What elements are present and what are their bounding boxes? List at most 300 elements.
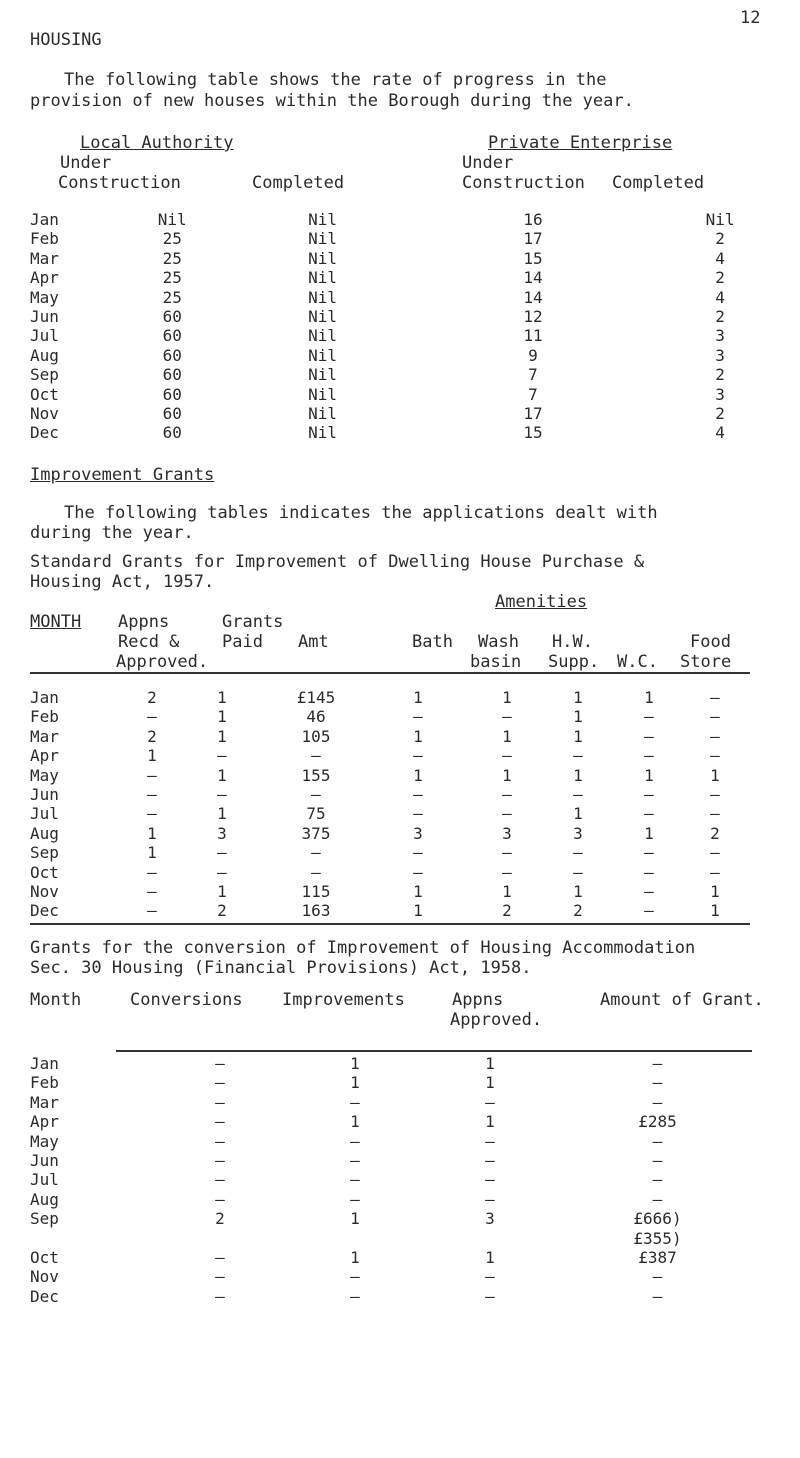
improvements-cell: – — [350, 1131, 360, 1151]
food-store-cell: 1 — [710, 882, 720, 902]
appns-approved-cell: 1 — [147, 823, 157, 843]
pe-under: Under — [462, 153, 514, 173]
month-cell: Apr — [30, 268, 59, 288]
la-under-construction-cell: 60 — [162, 365, 182, 385]
grants-paid-cell: 2 — [217, 901, 227, 921]
wc-cell: – — [644, 862, 654, 882]
month-cell: Oct — [30, 1248, 59, 1268]
pe-under-construction-cell: 14 — [523, 268, 543, 288]
new-houses-table — [30, 210, 800, 443]
conversions-cell: – — [215, 1286, 225, 1306]
grants-paid-cell: – — [217, 746, 227, 766]
pe-completed-cell: 4 — [715, 248, 725, 268]
appns-approved-cell: – — [147, 862, 157, 882]
appns-approved-cell: 1 — [485, 1112, 495, 1132]
conversions-cell: – — [215, 1170, 225, 1190]
food-store-cell: – — [710, 862, 720, 882]
appns-approved-cell: – — [485, 1151, 495, 1171]
appns-approved-cell: – — [147, 901, 157, 921]
appns-approved-cell: 1 — [485, 1248, 495, 1268]
hw-supp-cell: 1 — [573, 726, 583, 746]
appns-approved-cell: – — [485, 1267, 495, 1287]
appns-approved-cell: 1 — [485, 1054, 495, 1073]
month-cell: Mar — [30, 1092, 59, 1112]
table-row — [30, 901, 746, 920]
la-completed-cell: Nil — [308, 287, 338, 307]
table-row — [30, 346, 800, 365]
amount-of-grant-cell: – — [652, 1267, 663, 1287]
table-row — [30, 1093, 750, 1112]
la-under-construction-cell: 25 — [162, 287, 182, 307]
appns-approved-cell: 2 — [147, 726, 157, 746]
month-cell: Sep — [30, 843, 59, 863]
section-heading: HOUSING — [30, 30, 102, 50]
wc-cell: – — [644, 843, 654, 863]
food-store-cell: 2 — [710, 823, 720, 843]
conversions-cell: – — [215, 1073, 225, 1093]
la-completed-cell: Nil — [308, 248, 338, 268]
hw-supp-cell: – — [573, 843, 583, 863]
pe-completed-cell: 4 — [715, 287, 725, 307]
appns-approved-cell: – — [147, 707, 157, 727]
amount-cell: – — [311, 746, 321, 766]
improvement-intro-1: The following tables indicates the applications dealt with — [64, 503, 658, 523]
month-cell: Dec — [30, 423, 59, 443]
amenities-heading: Amenities — [495, 592, 588, 612]
col-hw-2: Supp. — [548, 652, 600, 672]
food-store-cell: – — [710, 746, 720, 766]
month-cell: Feb — [30, 1073, 59, 1093]
conversions-cell: – — [215, 1092, 225, 1112]
la-under-construction-cell: 25 — [162, 268, 182, 288]
month-cell: Jan — [30, 210, 59, 229]
pe-completed-cell: 3 — [715, 345, 725, 365]
pe-completed-cell: Nil — [705, 210, 735, 229]
la-completed-cell: Nil — [308, 307, 338, 327]
month-cell: Jul — [30, 326, 59, 346]
conv-col-conversions: Conversions — [130, 990, 243, 1010]
wc-cell: – — [644, 726, 654, 746]
table-row — [30, 268, 800, 287]
pe-completed-cell: 2 — [715, 307, 725, 327]
table-row — [30, 1229, 750, 1248]
col-food-2: Store — [680, 652, 732, 672]
col-appns-1: Appns — [118, 612, 170, 632]
wc-cell: – — [644, 746, 654, 766]
bath-cell: 1 — [413, 882, 423, 902]
month-cell: Dec — [30, 1286, 59, 1306]
table-row — [30, 326, 800, 345]
col-month: MONTH — [30, 612, 82, 632]
wash-basin-cell: – — [502, 746, 512, 766]
col-grants-1: Grants — [222, 612, 284, 632]
conv-col-month: Month — [30, 990, 82, 1010]
conv-col-appns-2: Approved. — [450, 1010, 543, 1030]
month-cell: Jul — [30, 804, 59, 824]
month-cell: Jul — [30, 1170, 59, 1190]
pe-completed-cell: 3 — [715, 326, 725, 346]
table-row — [30, 843, 746, 862]
amount-of-grant-cell: £666) — [633, 1209, 682, 1229]
bath-cell: – — [413, 843, 423, 863]
conversions-cell: – — [215, 1189, 225, 1209]
amount-cell: – — [311, 843, 321, 863]
wc-cell: – — [644, 804, 654, 824]
month-cell: Aug — [30, 345, 59, 365]
table-row — [30, 1287, 750, 1306]
wash-basin-cell: – — [502, 785, 512, 805]
bath-cell: 1 — [413, 901, 423, 921]
intro-line-1: The following table shows the rate of progress in the — [64, 70, 607, 90]
appns-approved-cell: – — [485, 1286, 495, 1306]
month-cell: Apr — [30, 746, 59, 766]
month-cell: Jun — [30, 785, 59, 805]
la-completed-cell: Nil — [308, 345, 338, 365]
pe-under-construction-cell: 7 — [528, 365, 538, 385]
month-cell: Nov — [30, 404, 59, 424]
improvement-heading: Improvement Grants — [30, 465, 215, 485]
grants-paid-cell: 1 — [217, 882, 227, 902]
pe-under-construction-cell: 15 — [523, 423, 543, 443]
appns-approved-cell: 3 — [485, 1209, 495, 1229]
table-row — [30, 365, 800, 384]
pe-under-construction-cell: 14 — [523, 287, 543, 307]
col-appns-2: Recd & — [118, 632, 180, 652]
month-cell: Sep — [30, 1209, 59, 1229]
month-cell: Feb — [30, 229, 59, 249]
pe-heading: Private Enterprise — [488, 133, 673, 153]
improvements-cell: 1 — [350, 1054, 360, 1073]
appns-approved-cell: – — [485, 1170, 495, 1190]
table-row — [30, 804, 746, 823]
table-row — [30, 229, 800, 248]
table-row — [30, 1112, 750, 1131]
amount-cell: – — [311, 785, 321, 805]
table-row — [30, 1248, 750, 1267]
la-under: Under — [60, 153, 112, 173]
appns-approved-cell: 1 — [147, 746, 157, 766]
amount-of-grant-cell: £355) — [633, 1228, 682, 1248]
amount-cell: 375 — [301, 823, 331, 843]
month-cell: Dec — [30, 901, 59, 921]
bath-cell: – — [413, 804, 423, 824]
bath-cell: – — [413, 785, 423, 805]
la-completed-cell: Nil — [308, 384, 338, 404]
hw-supp-cell: – — [573, 746, 583, 766]
wash-basin-cell: 2 — [502, 901, 512, 921]
amount-cell: 105 — [301, 726, 331, 746]
month-cell — [30, 1229, 145, 1248]
appns-approved-cell: – — [147, 785, 157, 805]
wc-cell: – — [644, 882, 654, 902]
wc-cell: – — [644, 901, 654, 921]
improvements-cell — [295, 1229, 415, 1248]
wash-basin-cell: – — [502, 707, 512, 727]
improvements-cell: – — [350, 1189, 360, 1209]
grants-paid-cell: 1 — [217, 804, 227, 824]
hw-supp-cell: 1 — [573, 707, 583, 727]
pe-completed: Completed — [612, 173, 705, 193]
col-food-1: Food — [690, 632, 731, 652]
table-row — [30, 1054, 750, 1073]
hw-supp-cell: 1 — [573, 882, 583, 902]
grants-paid-cell: 1 — [217, 688, 227, 707]
bath-cell: 1 — [413, 726, 423, 746]
pe-completed-cell: 2 — [715, 404, 725, 424]
food-store-cell: – — [710, 804, 720, 824]
table-row — [30, 863, 746, 882]
appns-approved-cell: – — [147, 765, 157, 785]
improvements-cell: 1 — [350, 1073, 360, 1093]
pe-under-construction-cell: 16 — [523, 210, 543, 229]
wc-cell: 1 — [644, 765, 654, 785]
grants-paid-cell: – — [217, 843, 227, 863]
amount-of-grant-cell: – — [652, 1189, 663, 1209]
appns-approved-cell: – — [147, 882, 157, 902]
amount-cell: 75 — [306, 804, 326, 824]
amount-of-grant-cell: – — [652, 1170, 663, 1190]
pe-under-construction-cell: 7 — [528, 384, 538, 404]
pe-under-construction-cell: 15 — [523, 248, 543, 268]
food-store-cell: – — [710, 707, 720, 727]
col-grants-2: Paid — [222, 632, 263, 652]
improvement-intro-2: during the year. — [30, 523, 194, 543]
month-cell: Nov — [30, 882, 59, 902]
hw-supp-cell: 1 — [573, 765, 583, 785]
wc-cell: 1 — [644, 688, 654, 707]
la-completed-cell: Nil — [308, 365, 338, 385]
pe-under-construction-cell: 12 — [523, 307, 543, 327]
la-under-construction-cell: 60 — [162, 384, 182, 404]
grants-paid-cell: 1 — [217, 707, 227, 727]
hw-supp-cell: 1 — [573, 804, 583, 824]
conv-col-appns-1: Appns — [452, 990, 504, 1010]
la-under-construction-cell: 60 — [162, 404, 182, 424]
wc-cell: – — [644, 707, 654, 727]
table-row — [30, 727, 746, 746]
la-under-construction-cell: Nil — [157, 210, 187, 229]
conv-col-improvements: Improvements — [282, 990, 405, 1010]
pe-under-construction-cell: 17 — [523, 229, 543, 249]
hw-supp-cell: 3 — [573, 823, 583, 843]
month-cell: May — [30, 765, 59, 785]
food-store-cell: – — [710, 843, 720, 863]
amount-of-grant-cell: – — [652, 1286, 663, 1306]
conversions-cell: – — [215, 1054, 225, 1073]
amount-of-grant-cell: £285 — [638, 1112, 677, 1132]
intro-line-2: provision of new houses within the Borough during the year. — [30, 91, 634, 111]
wash-basin-cell: – — [502, 862, 512, 882]
food-store-cell: – — [710, 785, 720, 805]
col-hw-1: H.W. — [552, 632, 593, 652]
month-cell: Jan — [30, 1054, 59, 1073]
appns-approved-cell: 1 — [147, 843, 157, 863]
table-row — [30, 785, 746, 804]
pe-under-construction-cell: 11 — [523, 326, 543, 346]
conversions-cell: – — [215, 1267, 225, 1287]
pe-construction: Construction — [462, 173, 585, 193]
amount-of-grant-cell: – — [652, 1073, 663, 1093]
amount-cell: 46 — [306, 707, 326, 727]
conversions-cell: – — [215, 1131, 225, 1151]
la-completed-cell: Nil — [308, 404, 338, 424]
pe-under-construction-cell: 17 — [523, 404, 543, 424]
conversion-title-2: Sec. 30 Housing (Financial Provisions) Act, 1958. — [30, 958, 532, 978]
standard-title-1: Standard Grants for Improvement of Dwelling House Purchase & — [30, 552, 645, 572]
conversion-table — [30, 1054, 750, 1306]
food-store-cell: – — [710, 688, 720, 707]
col-appns-3: Approved. — [116, 652, 209, 672]
table-row — [30, 707, 746, 726]
month-cell: Jun — [30, 307, 59, 327]
la-completed-cell: Nil — [308, 210, 338, 229]
conversion-title-1: Grants for the conversion of Improvement of Housing Accommodation — [30, 938, 696, 958]
appns-approved-cell — [415, 1229, 565, 1248]
improvements-cell: 1 — [350, 1209, 360, 1229]
la-heading: Local Authority — [80, 133, 234, 153]
la-completed-cell: Nil — [308, 229, 338, 249]
la-under-construction-cell: 60 — [162, 307, 182, 327]
appns-approved-cell: – — [485, 1092, 495, 1112]
la-under-construction-cell: 25 — [162, 229, 182, 249]
bath-cell: 1 — [413, 765, 423, 785]
grants-paid-cell: 1 — [217, 726, 227, 746]
amount-cell: £145 — [296, 688, 336, 707]
pe-completed-cell: 3 — [715, 384, 725, 404]
food-store-cell: 1 — [710, 901, 720, 921]
table-row — [30, 404, 800, 423]
table-row — [30, 1190, 750, 1209]
table-row — [30, 1170, 750, 1189]
wash-basin-cell: 1 — [502, 688, 512, 707]
table-row — [30, 746, 746, 765]
pe-under-construction-cell: 9 — [528, 345, 538, 365]
amount-cell: 163 — [301, 901, 331, 921]
la-construction: Construction — [58, 173, 181, 193]
bath-cell: 1 — [413, 688, 423, 707]
wc-cell: – — [644, 785, 654, 805]
wash-basin-cell: 1 — [502, 726, 512, 746]
la-under-construction-cell: 25 — [162, 248, 182, 268]
improvements-cell: – — [350, 1151, 360, 1171]
month-cell: Apr — [30, 1112, 59, 1132]
month-cell: May — [30, 1131, 59, 1151]
table-row — [30, 1151, 750, 1170]
amount-of-grant-cell: – — [652, 1054, 663, 1073]
table-row — [30, 385, 800, 404]
conversions-cell: – — [215, 1151, 225, 1171]
month-cell: Aug — [30, 1189, 59, 1209]
amount-cell: 155 — [301, 765, 331, 785]
improvements-cell: – — [350, 1092, 360, 1112]
la-under-construction-cell: 60 — [162, 423, 182, 443]
conversions-cell — [145, 1229, 295, 1248]
table-row — [30, 824, 746, 843]
amount-of-grant-cell: £387 — [638, 1248, 677, 1268]
month-cell: Mar — [30, 726, 59, 746]
table-row — [30, 210, 800, 229]
hw-supp-cell: 2 — [573, 901, 583, 921]
improvements-cell: – — [350, 1170, 360, 1190]
month-cell: Nov — [30, 1267, 59, 1287]
wash-basin-cell: – — [502, 804, 512, 824]
header-rule — [30, 672, 750, 674]
la-completed-cell: Nil — [308, 326, 338, 346]
improvements-cell: 1 — [350, 1112, 360, 1132]
month-cell: Sep — [30, 365, 59, 385]
amount-cell: – — [311, 862, 321, 882]
conversions-cell: – — [215, 1248, 225, 1268]
table-row — [30, 688, 746, 707]
bath-cell: – — [413, 707, 423, 727]
amount-of-grant-cell: – — [652, 1092, 663, 1112]
standard-grants-table — [30, 688, 746, 921]
conversion-rule — [116, 1050, 752, 1052]
bath-cell: 3 — [413, 823, 423, 843]
appns-approved-cell: – — [485, 1131, 495, 1151]
table-row — [30, 1073, 750, 1092]
hw-supp-cell: – — [573, 862, 583, 882]
hw-supp-cell: – — [573, 785, 583, 805]
amount-of-grant-cell: – — [652, 1151, 663, 1171]
la-completed-cell: Nil — [308, 423, 338, 443]
month-cell: Aug — [30, 823, 59, 843]
appns-approved-cell: 2 — [147, 688, 157, 707]
page-number: 12 — [740, 8, 761, 28]
food-store-cell: – — [710, 726, 720, 746]
grants-paid-cell: 3 — [217, 823, 227, 843]
month-cell: Feb — [30, 707, 59, 727]
improvements-cell: – — [350, 1267, 360, 1287]
col-wash-2: basin — [470, 652, 522, 672]
table-row — [30, 249, 800, 268]
pe-completed-cell: 2 — [715, 268, 725, 288]
grants-paid-cell: – — [217, 785, 227, 805]
table-row — [30, 307, 800, 326]
wash-basin-cell: 1 — [502, 765, 512, 785]
la-under-construction-cell: 60 — [162, 326, 182, 346]
col-wc: W.C. — [617, 652, 658, 672]
pe-completed-cell: 2 — [715, 229, 725, 249]
pe-completed-cell: 4 — [715, 423, 725, 443]
appns-approved-cell: 1 — [485, 1073, 495, 1093]
wash-basin-cell: – — [502, 843, 512, 863]
col-bath: Bath — [412, 632, 453, 652]
improvements-cell: – — [350, 1286, 360, 1306]
table-row — [30, 766, 746, 785]
conversions-cell: 2 — [215, 1209, 225, 1229]
wc-cell: 1 — [644, 823, 654, 843]
improvements-cell: 1 — [350, 1248, 360, 1268]
month-cell: Jan — [30, 688, 59, 707]
wash-basin-cell: 3 — [502, 823, 512, 843]
table-row — [30, 882, 746, 901]
month-cell: Mar — [30, 248, 59, 268]
conversions-cell: – — [215, 1112, 225, 1132]
bath-cell: – — [413, 746, 423, 766]
conv-col-amount: Amount of Grant. — [600, 990, 764, 1010]
food-store-cell: 1 — [710, 765, 720, 785]
amount-of-grant-cell: – — [652, 1131, 663, 1151]
month-cell: Jun — [30, 1151, 59, 1171]
grants-paid-cell: – — [217, 862, 227, 882]
wash-basin-cell: 1 — [502, 882, 512, 902]
month-cell: May — [30, 287, 59, 307]
month-cell: Oct — [30, 862, 59, 882]
table-row — [30, 423, 800, 442]
table-row — [30, 1132, 750, 1151]
standard-title-2: Housing Act, 1957. — [30, 572, 215, 592]
